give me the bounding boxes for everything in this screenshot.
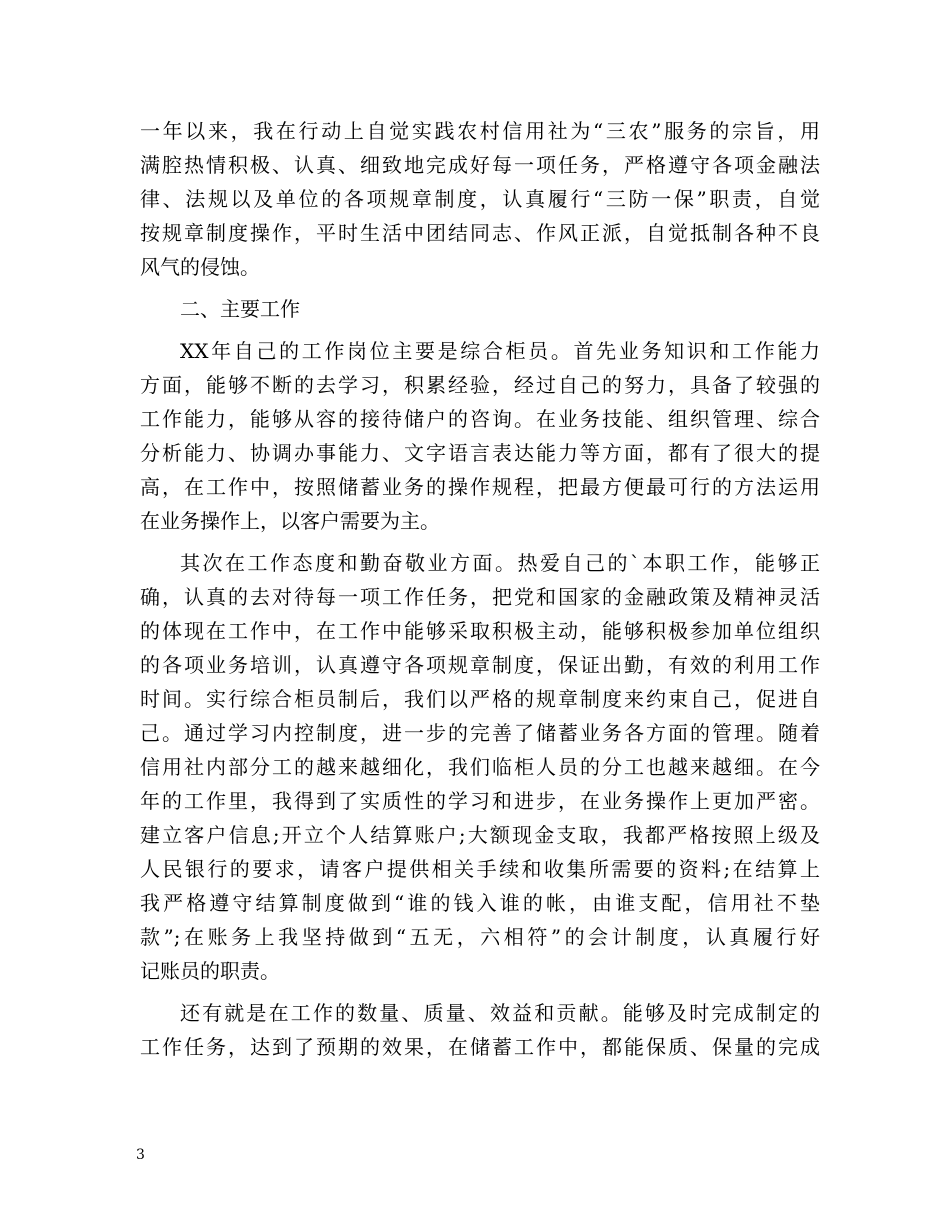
text-line: 确，认真的去对待每一项工作任务，把党和国家的金融政策及精神灵活 — [140, 585, 820, 609]
text-line: 工作任务，达到了预期的效果，在储蓄工作中，都能保质、保量的完成 — [140, 1035, 820, 1059]
text-line: 信用社内部分工的越来越细化，我们临柜人员的分工也越来越细。在今 — [140, 755, 820, 779]
text-line: 己。通过学习内控制度，进一步的完善了储蓄业务各方面的管理。随着 — [140, 721, 820, 745]
text-line: 记账员的职责。 — [140, 959, 280, 983]
text-line: 其次在工作态度和勤奋敬业方面。热爱自己的`本职工作，能够正 — [180, 551, 820, 575]
text-line: 风气的侵蚀。 — [140, 255, 260, 279]
text-line: 时间。实行综合柜员制后，我们以严格的规章制度来约束自己，促进自 — [140, 687, 820, 711]
text-line: 高，在工作中，按照储蓄业务的操作规程，把最方便最可行的方法运用 — [140, 475, 820, 499]
text-line: 的体现在工作中，在工作中能够采取积极主动，能够积极参加单位组织 — [140, 619, 820, 643]
text-line: 在业务操作上，以客户需要为主。 — [140, 509, 440, 533]
text-line: XX年自己的工作岗位主要是综合柜员。首先业务知识和工作能力 — [180, 339, 820, 363]
text-line: 分析能力、协调办事能力、文字语言表达能力等方面，都有了很大的提 — [140, 441, 820, 465]
text-line: 方面，能够不断的去学习，积累经验，经过自己的努力，具备了较强的 — [140, 373, 820, 397]
text-line: 还有就是在工作的数量、质量、效益和贡献。能够及时完成制定的 — [180, 1001, 820, 1025]
text-line: 我严格遵守结算制度做到“谁的钱入谁的帐，由谁支配，信用社不垫 — [140, 891, 820, 915]
section-heading: 二、主要工作 — [180, 297, 300, 321]
text-line: 律、法规以及单位的各项规章制度，认真履行“三防一保”职责，自觉 — [140, 187, 820, 211]
page-number: 3 — [136, 1147, 145, 1163]
text-line: 的各项业务培训，认真遵守各项规章制度，保证出勤，有效的利用工作 — [140, 653, 820, 677]
text-line: 满腔热情积极、认真、细致地完成好每一项任务，严格遵守各项金融法 — [140, 153, 820, 177]
text-line: 建立客户信息;开立个人结算账户;大额现金支取，我都严格按照上级及 — [140, 823, 820, 847]
text-line: 工作能力，能够从容的接待储户的咨询。在业务技能、组织管理、综合 — [140, 407, 820, 431]
text-line: 按规章制度操作，平时生活中团结同志、作风正派，自觉抵制各种不良 — [140, 221, 820, 245]
text-line: 人民银行的要求，请客户提供相关手续和收集所需要的资料;在结算上 — [140, 857, 820, 881]
text-line: 年的工作里，我得到了实质性的学习和进步，在业务操作上更加严密。 — [140, 789, 820, 813]
text-line: 款”;在账务上我坚持做到“五无，六相符”的会计制度，认真履行好 — [140, 925, 820, 949]
text-line: 一年以来，我在行动上自觉实践农村信用社为“三农”服务的宗旨，用 — [140, 119, 820, 143]
